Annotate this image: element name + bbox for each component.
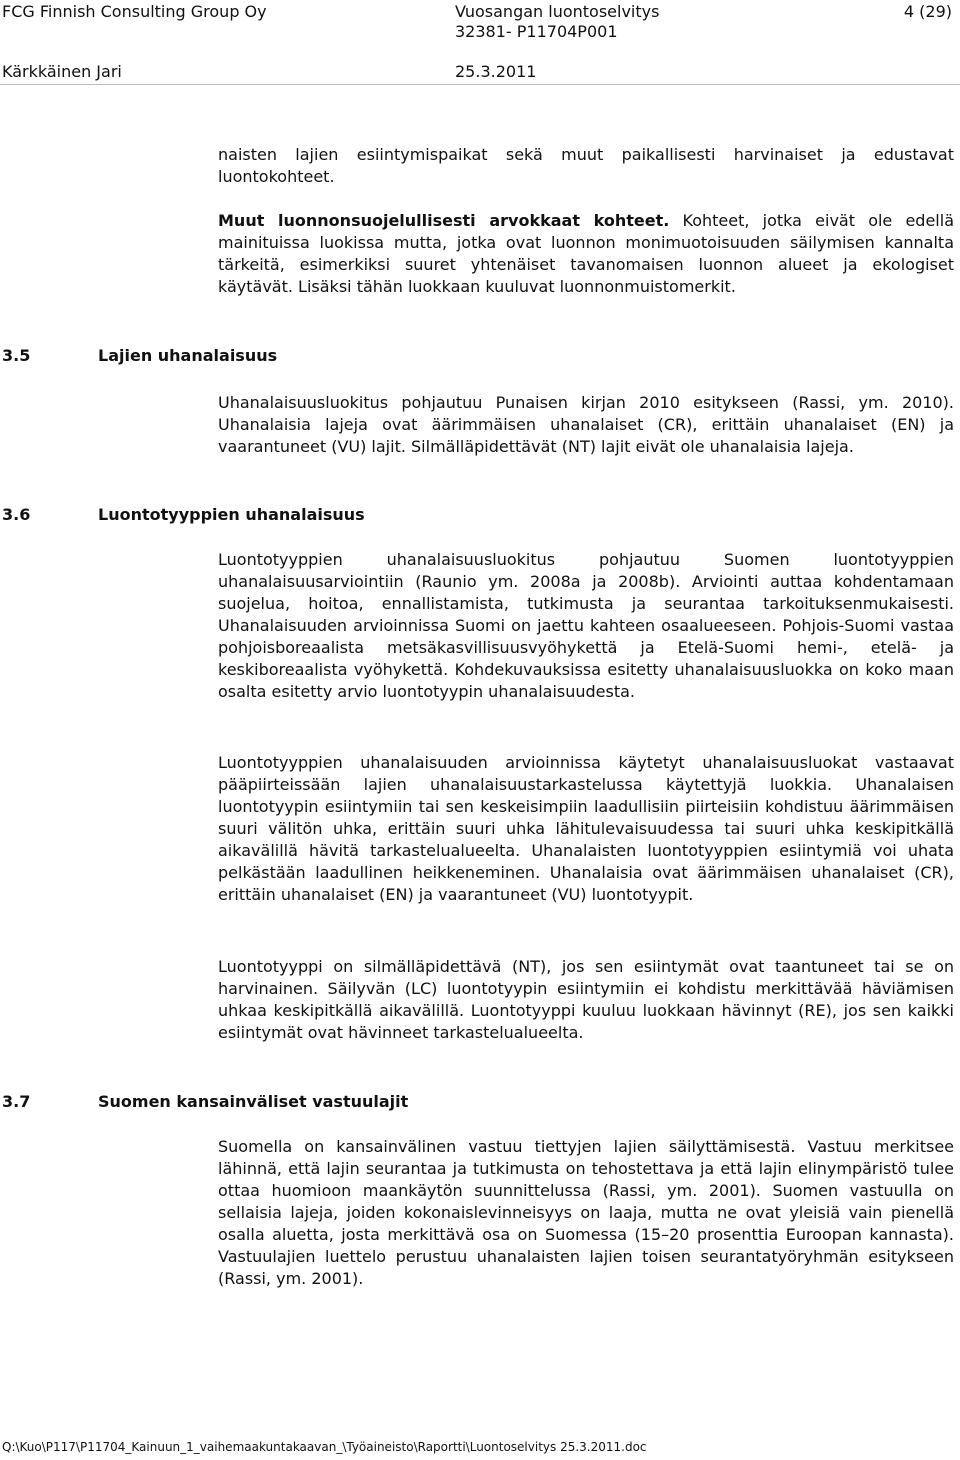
- section-number: 3.5: [2, 346, 31, 365]
- header-date: 25.3.2011: [455, 62, 537, 81]
- intro-continuation-paragraph: naisten lajien esiintymispaikat sekä muut paikallisesti harvinaiset ja edustavat luontokohteet.: [218, 145, 954, 186]
- luontotyyppien-paragraph-2: Luontotyyppien uhanalaisuuden arvioinnissa käytetyt uhanalaisuusluokat vastaavat pääpiirteissään lajien uhanalaisuustarkastelussa käytettyjä luokkia. Uhanalaisen luontotyypin esiintymiin tai sen keskeisimpiin laadullisiin piirteisiin kohdistuu äärimmäisen suuri välitön uhka, erittäin suuri uhka lähitulevaisuudessa tai suuri uhka keskipitkällä aikavälillä hävitä tarkastelualueelta. Uhanalaisten luontotyyppien esiintymiä voi uhata pelkästään laadullinen heikkeneminen. Uhanalaisia ovat äärimmäisen uhanalaiset (CR), erittäin uhanalaiset (EN) ja vaarantuneet (VU) luontotyypit.: [218, 753, 954, 904]
- muut-arvokkaat-paragraph: [218, 210, 954, 298]
- section-heading-3-7: [2, 1091, 408, 1113]
- footer-file-path: Q:\Kuo\P117\P11704_Kainuun_1_vaihemaakuntakaavan_\Työaineisto\Raportti\Luontoselvitys 25.3.2011.doc: [2, 1440, 647, 1454]
- lajien-uhanalaisuus-paragraph: Uhanalaisuusluokitus pohjautuu Punaisen kirjan 2010 esitykseen (Rassi, ym. 2010). Uhanalaisia lajeja ovat äärimmäisen uhanalaiset (CR), erittäin uhanalaiset (EN) ja vaarantuneet (VU) lajit. Silmälläpidettävät (NT) lajit eivät ole uhanalaisia lajeja.: [218, 393, 954, 456]
- header-project-code: 32381- P11704P001: [455, 22, 618, 41]
- header-company: FCG Finnish Consulting Group Oy: [2, 2, 267, 21]
- header-author: Kärkkäinen Jari: [2, 62, 122, 81]
- section-heading-3-6: [2, 504, 365, 526]
- section-title: Lajien uhanalaisuus: [98, 346, 278, 365]
- muut-arvokkaat-label: Muut luonnonsuojelullisesti arvokkaat kohteet.: [218, 211, 670, 230]
- section-number: 3.7: [2, 1092, 31, 1111]
- luontotyyppien-paragraph-1: Luontotyyppien uhanalaisuusluokitus pohjautuu Suomen luontotyyppien uhanalaisuusarviointiin (Raunio ym. 2008a ja 2008b). Arviointi auttaa kohdentamaan suojelua, hoitoa, ennallistamista, tutkimusta ja seurantaa tarkoituksenmukaisesti. Uhanalaisuuden arvioinnissa Suomi on jaettu kahteen osaalueeseen. Pohjois-Suomi vastaa pohjoisboreaalista metsäkasvillisuusvyöhykettä ja Etelä-Suomi hemi-, etelä- ja keskiboreaalista vyöhykettä. Kohdekuvauksissa esitetty uhanalaisuusluokka on koko maan osalta esitetty arvio luontotyypin uhanalaisuudesta.: [218, 550, 954, 701]
- header-page-number: 4 (29): [903, 2, 952, 21]
- muut-arvokkaat-text: Kohteet, jotka eivät ole edellä mainituissa luokissa mutta, jotka ovat luonnon monimuotoisuuden säilymisen kannalta tärkeitä, esimerkiksi suuret yhtenäiset tavanomaisen luonnon alueet ja ekologiset käytävät. Lisäksi tähän luokkaan kuuluvat luonnonmuistomerkit.: [218, 211, 954, 296]
- header-divider: [0, 84, 960, 85]
- vastuulajit-paragraph: Suomella on kansainvälinen vastuu tiettyjen lajien säilyttämisestä. Vastuu merkitsee lähinnä, että lajin seurantaa ja tutkimusta on tehostettava ja että lajin elinympäristö tulee ottaa huomioon maankäytön suunnittelussa (Rassi, ym. 2001). Suomen vastuulla on sellaisia lajeja, joiden kokonaislevinneisyys on laaja, mutta ne ovat yleisiä vain pienellä osalla aluetta, josta merkittävä osa on Suomessa (15–20 prosenttia Euroopan kannasta). Vastuulajien luettelo perustuu uhanalaisten lajien toisen seurantatyöryhmän esitykseen (Rassi, ym. 2001).: [218, 1137, 954, 1288]
- section-heading-3-5: [2, 345, 277, 367]
- section-number: 3.6: [2, 505, 31, 524]
- luontotyyppien-paragraph-3: Luontotyyppi on silmälläpidettävä (NT), jos sen esiintymät ovat taantuneet tai se on harvinainen. Säilyvän (LC) luontotyypin esiintymiin ei kohdistu merkittävää häviämisen uhkaa keskipitkällä aikavälillä. Luontotyyppi kuuluu luokkaan hävinnyt (RE), jos sen kaikki esiintymät ovat hävinneet tarkastelualueelta.: [218, 957, 954, 1042]
- section-title: Suomen kansainväliset vastuulajit: [98, 1092, 409, 1111]
- section-title: Luontotyyppien uhanalaisuus: [98, 505, 365, 524]
- header-document-title: Vuosangan luontoselvitys: [455, 2, 660, 21]
